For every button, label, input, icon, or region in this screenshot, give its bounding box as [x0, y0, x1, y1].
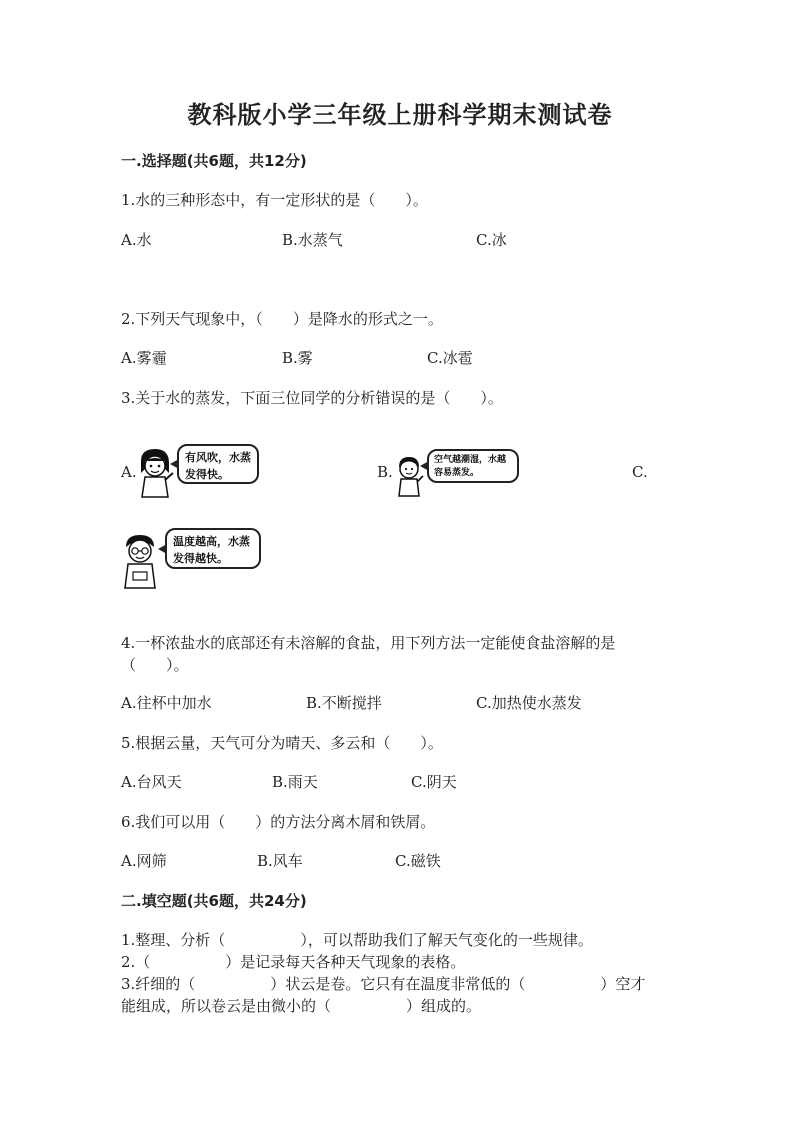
q5-option-c: C.阴天 [411, 773, 457, 791]
question-4-line1: 4.一杯浓盐水的底部还有未溶解的食盐，用下列方法一定能使食盐溶解的是 [121, 634, 616, 652]
question-3: 3.关于水的蒸发，下面三位同学的分析错误的是（ ）。 [121, 389, 503, 407]
q2-option-b: B.雾 [282, 349, 313, 367]
q2-option-a: A.雾霾 [121, 349, 167, 367]
section1-heading: 一.选择题(共6题，共12分) [121, 152, 307, 170]
fill-line-3: 3.纤细的（ ）状云是卷。它只有在温度非常低的（ ）空才 [121, 975, 646, 993]
question-5: 5.根据云量，天气可分为晴天、多云和（ ）。 [121, 734, 443, 752]
question-6: 6.我们可以用（ ）的方法分离木屑和铁屑。 [121, 813, 436, 831]
q6-option-b: B.风车 [257, 852, 303, 870]
question-1: 1.水的三种形态中，有一定形状的是（ ）。 [121, 191, 428, 209]
question-2: 2.下列天气现象中，（ ）是降水的形式之一。 [121, 310, 443, 328]
q1-option-c: C.冰 [476, 231, 507, 249]
q3-option-c: C. [632, 463, 648, 481]
q1-option-b: B.水蒸气 [282, 231, 343, 249]
fill-line-2: 2.（ ）是记录每天各种天气现象的表格。 [121, 953, 466, 971]
fill-line-4: 能组成，所以卷云是由微小的（ ）组成的。 [121, 997, 482, 1015]
fill-line-1: 1.整理、分析（ ），可以帮助我们了解天气变化的一些规律。 [121, 931, 593, 949]
speech-bubble-a: 有风吹，水蒸发得快。 [177, 444, 259, 484]
q4-option-b: B.不断搅拌 [306, 694, 382, 712]
q6-option-c: C.磁铁 [395, 852, 441, 870]
q6-option-a: A.网筛 [121, 852, 167, 870]
q3-option-b: B. [377, 463, 393, 481]
q3-option-a: A. [121, 463, 137, 481]
page-title: 教科版小学三年级上册科学期末测试卷 [187, 101, 613, 129]
glasses-boy-figure-icon [119, 532, 161, 590]
q5-option-a: A.台风天 [121, 773, 182, 791]
speech-bubble-c: 温度越高，水蒸发得越快。 [165, 528, 261, 569]
section2-heading: 二.填空题(共6题，共24分) [121, 892, 307, 910]
q4-option-a: A.往杯中加水 [121, 694, 212, 712]
q4-option-c: C.加热使水蒸发 [476, 694, 582, 712]
q1-option-a: A.水 [121, 231, 152, 249]
q2-option-c: C.冰雹 [427, 349, 473, 367]
girl-figure-icon [135, 447, 175, 499]
q5-option-b: B.雨天 [272, 773, 318, 791]
speech-bubble-b: 空气越潮湿，水越容易蒸发。 [427, 449, 519, 483]
question-4-line2: （ ）。 [121, 656, 189, 674]
